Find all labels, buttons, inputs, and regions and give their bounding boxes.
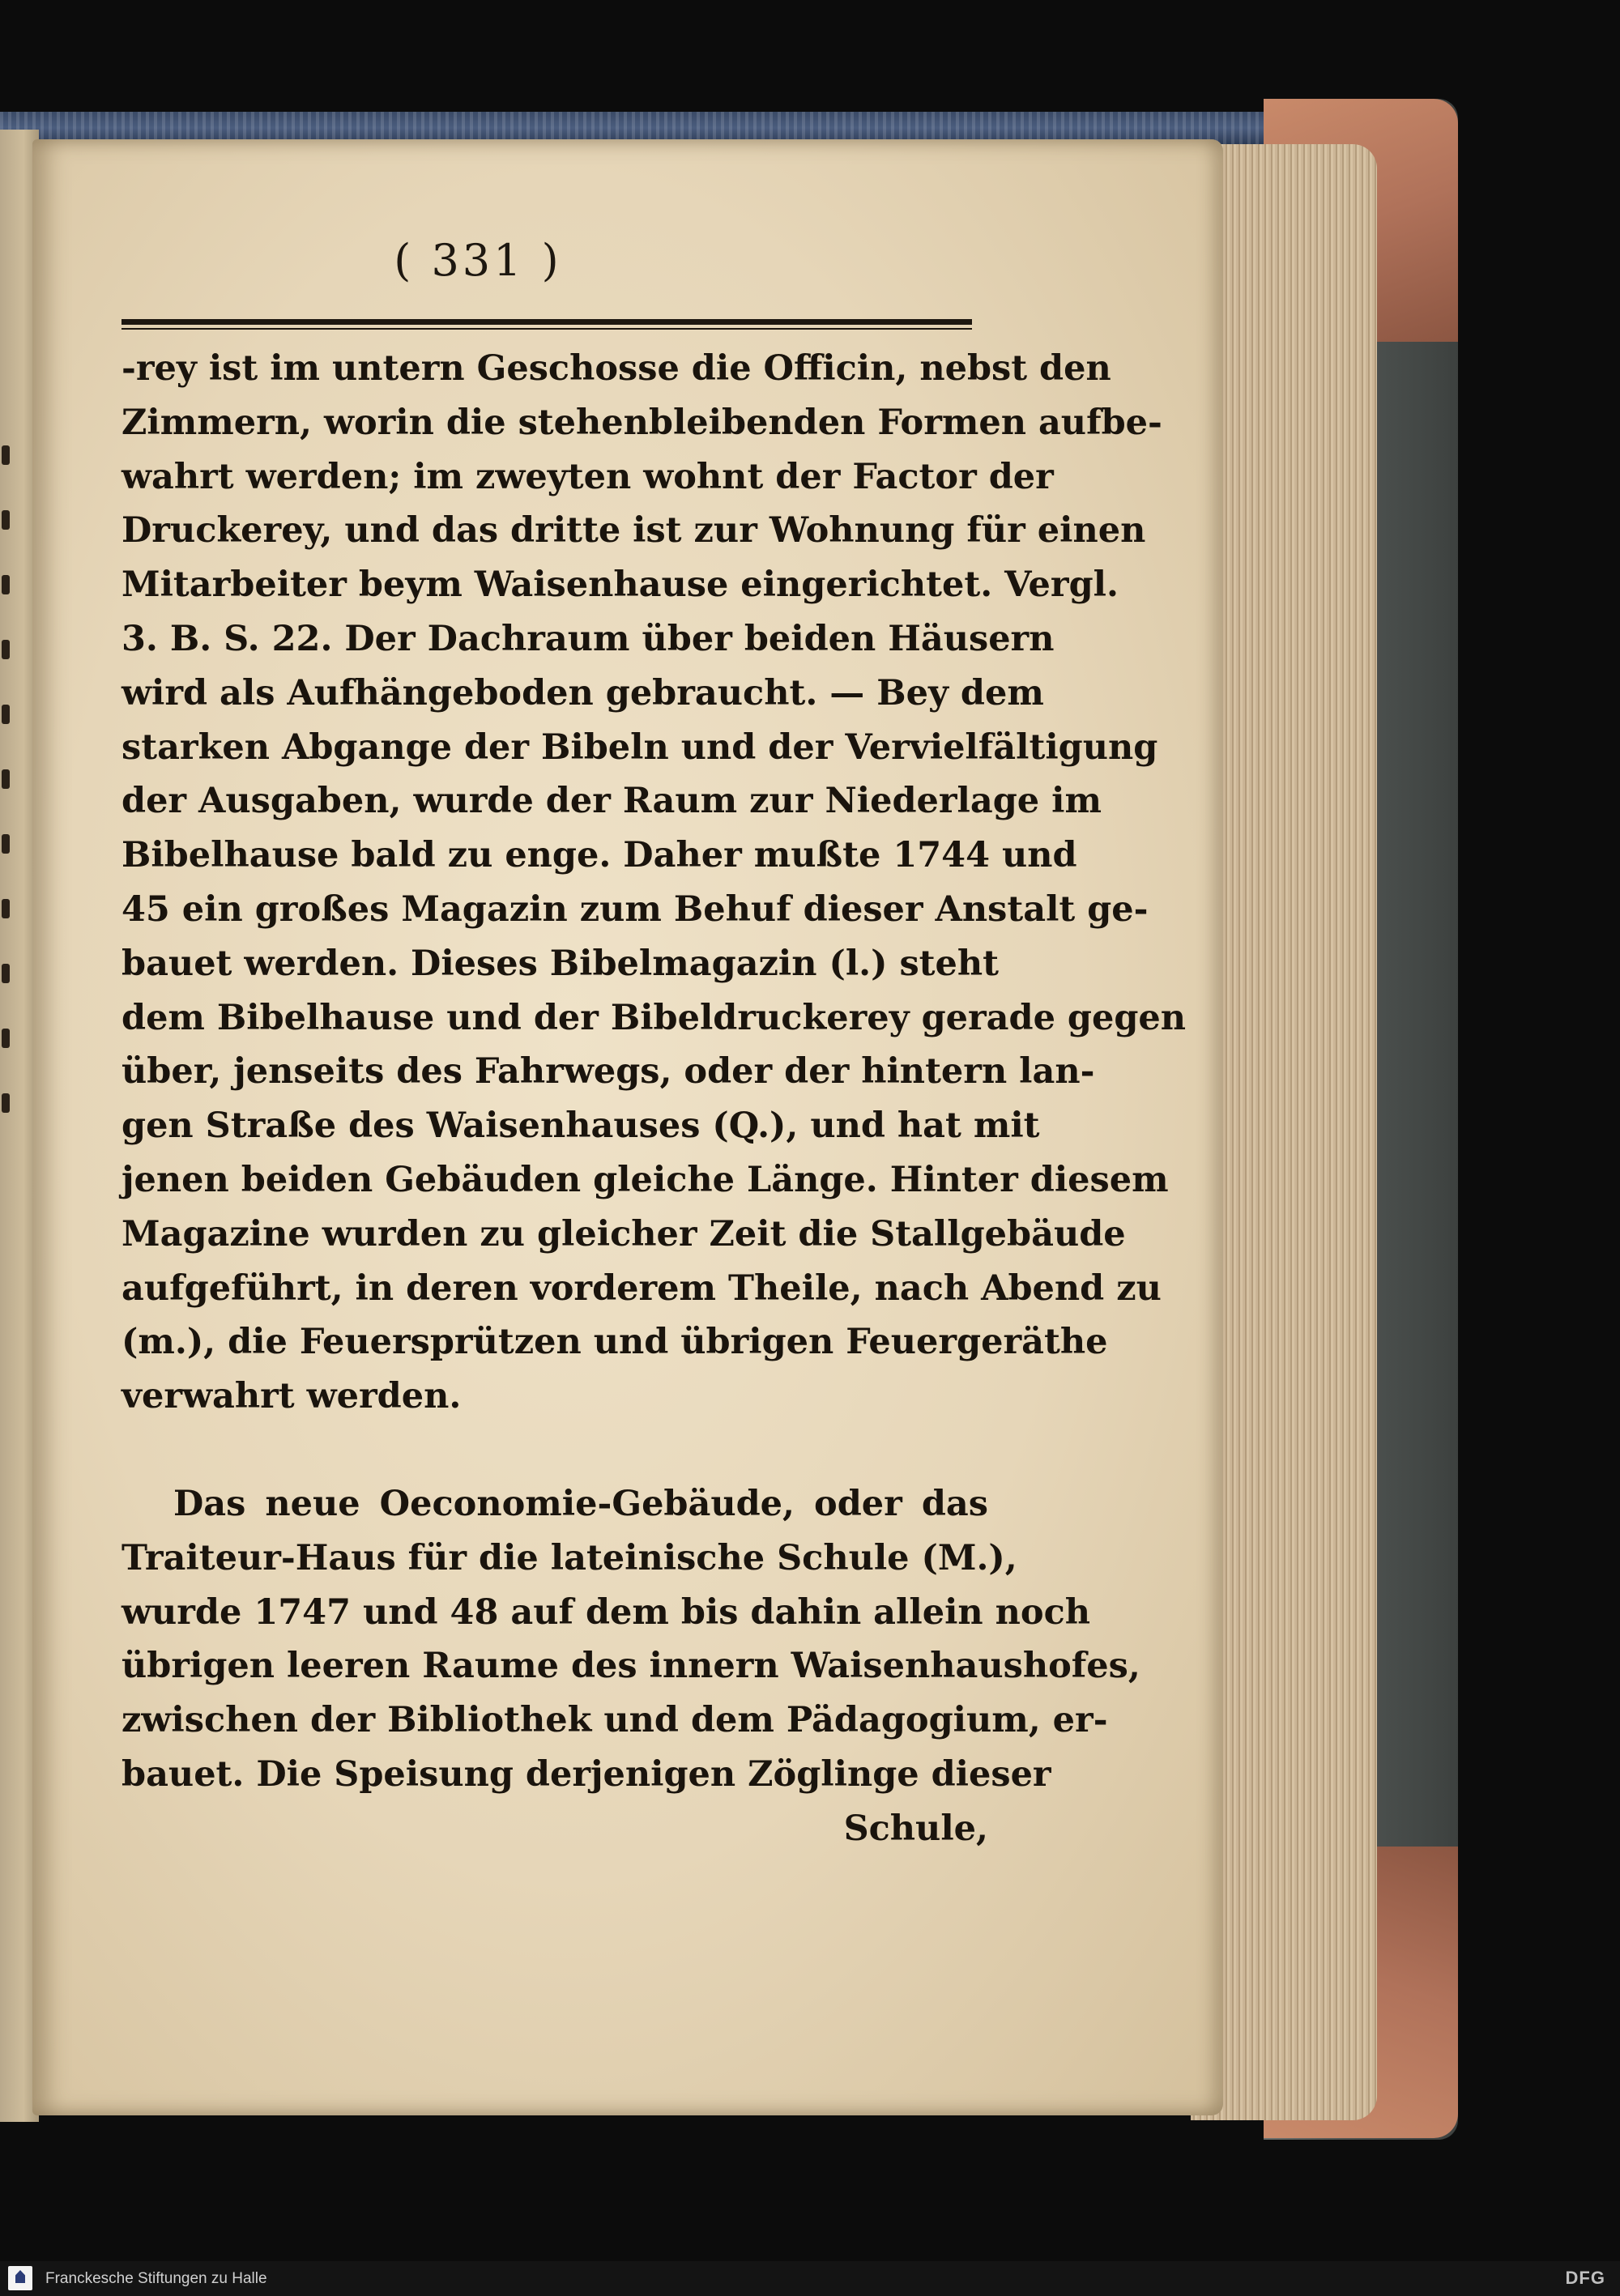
text-line: bauet. Die Speisung derjenigen Zöglinge dieser (122, 1753, 1051, 1795)
text-line: Das neue Oeconomie-Gebäude, oder das (173, 1484, 988, 1524)
text-line: starken Abgange der Bibeln und der Vervielfältigung (122, 726, 1158, 768)
text-line: 45 ein großes Magazin zum Behuf dieser Anstalt ge- (122, 888, 1149, 930)
text-line: wurde 1747 und 48 auf dem bis dahin allein noch (122, 1591, 1091, 1633)
paragraph-1 (122, 342, 1187, 1424)
header-rule (122, 319, 972, 325)
text-line: übrigen leeren Raume des innern Waisenhaushofes, (122, 1646, 1140, 1687)
text-line: Mitarbeiter beym Waisenhause eingerichtet. Vergl. (122, 564, 1119, 606)
paragraph-2 (122, 1477, 1140, 1856)
text-line: (m.), die Feuersprützen und übrigen Feuergeräthe (122, 1322, 1108, 1363)
viewer-footer (0, 2261, 1620, 2296)
text-line: Zimmern, worin die stehenbleibenden Formen aufbe- (122, 402, 1162, 443)
dfg-logo: DFG (1565, 2268, 1605, 2288)
text-line: aufgeführt, in deren vorderem Theile, nach Abend zu (122, 1267, 1162, 1309)
institution-name: Franckesche Stiftungen zu Halle (45, 2270, 267, 2287)
text-line: bauet werden. Dieses Bibelmagazin (l.) steht (122, 943, 999, 984)
text-line: verwahrt werden. (122, 1376, 462, 1417)
text-line: 3. B. S. 22. Der Dachraum über beiden Häusern (122, 618, 1055, 659)
text-line: über, jenseits des Fahrwegs, oder der hintern lan- (122, 1051, 1095, 1093)
text-line: Traiteur-Haus für die lateinische Schule (M.), (122, 1537, 1017, 1578)
text-line: dem Bibelhause und der Bibeldruckerey gerade gegen (122, 997, 1187, 1038)
text-line: der Ausgaben, wurde der Raum zur Niederlage im (122, 781, 1102, 822)
text-line: jenen beiden Gebäuden gleiche Länge. Hinter diesem (122, 1159, 1169, 1200)
catchword: Schule, (843, 1808, 988, 1849)
text-line: -rey ist im untern Geschosse die Officin, nebst den (122, 348, 1111, 389)
page-number-header: ( 331 ) (394, 235, 562, 286)
text-line: zwischen der Bibliothek und dem Pädagogium, er- (122, 1700, 1108, 1741)
text-line: wird als Aufhängeboden gebraucht. — Bey dem (122, 672, 1044, 714)
text-line: Magazine wurden zu gleicher Zeit die Stallgebäude (122, 1213, 1126, 1254)
facing-page-text-fragments (0, 437, 15, 1571)
institution-logo-icon (8, 2266, 32, 2290)
text-line: Druckerey, und das dritte ist zur Wohnung für einen (122, 510, 1146, 552)
text-line: gen Straße des Waisenhauses (Q.), und hat mit (122, 1105, 1040, 1147)
book-page (32, 139, 1223, 2115)
text-line: Bibelhause bald zu enge. Daher mußte 1744 und (122, 835, 1077, 876)
text-line: wahrt werden; im zweyten wohnt der Factor der (122, 456, 1054, 497)
